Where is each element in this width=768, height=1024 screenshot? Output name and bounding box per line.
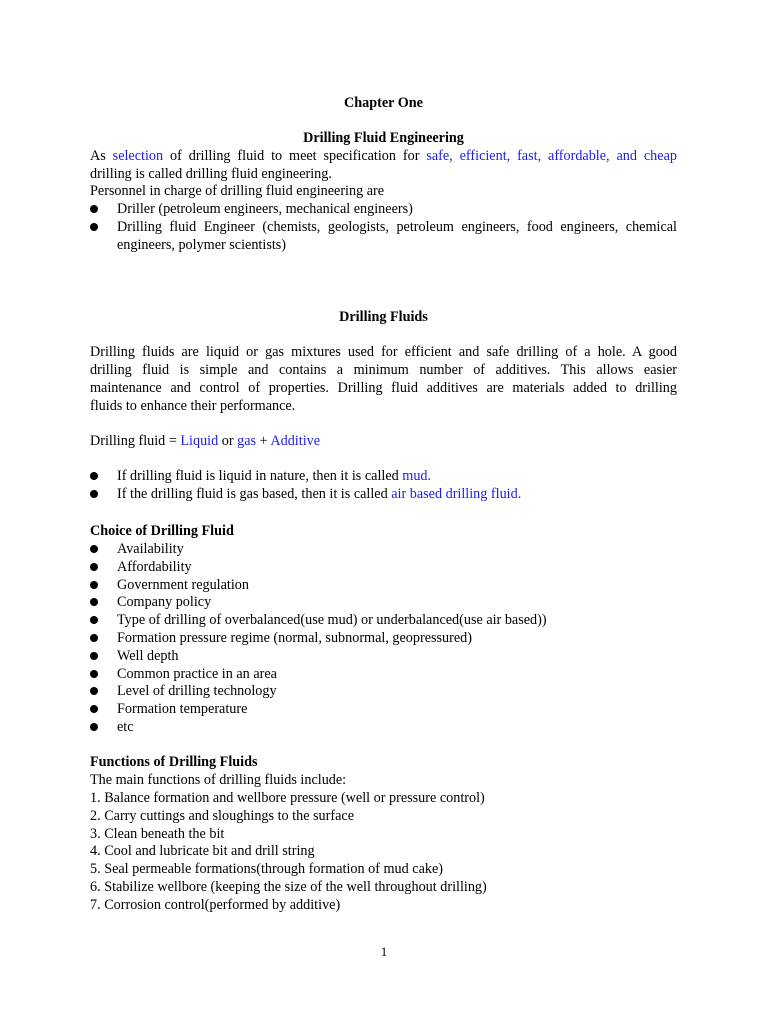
bullet-icon xyxy=(90,472,98,480)
bullet-icon xyxy=(90,634,98,642)
paragraph-line: fluids to enhance their performance. xyxy=(90,398,296,414)
bullet-icon xyxy=(90,723,98,731)
choice-item: Well depth xyxy=(117,647,179,664)
function-item: 5. Seal permeable formations(through formation of mud cake) xyxy=(90,861,443,878)
bullet-text: Drilling fluid Engineer (chemists, geologists, petroleum engineers, food engineers, chemical xyxy=(117,219,677,235)
section-heading-drilling-fluid-engineering: Drilling Fluid Engineering xyxy=(303,130,464,146)
paragraph-line: Personnel in charge of drilling fluid engineering are xyxy=(90,183,385,199)
chapter-title: Chapter One xyxy=(344,95,423,111)
choice-item: Formation temperature xyxy=(117,701,248,718)
choice-item: Availability xyxy=(117,541,184,557)
paragraph-line: Drilling fluids are liquid or gas mixtures used for efficient and safe drilling of a hole. A good xyxy=(90,344,677,360)
bullet-text: If the drilling fluid is gas based, then it is called air based drilling fluid. xyxy=(117,486,522,502)
page-number: 1 xyxy=(380,944,388,959)
bullet-icon xyxy=(90,705,98,713)
bullet-icon xyxy=(90,652,98,660)
paragraph-line: drilling is called drilling fluid engineering. xyxy=(90,166,332,182)
bullet-icon xyxy=(90,670,98,678)
bullet-icon xyxy=(90,616,98,624)
choice-item: Company policy xyxy=(117,594,212,611)
equation-line: Drilling fluid = Liquid or gas + Additive xyxy=(90,433,321,449)
function-item: 3. Clean beneath the bit xyxy=(90,825,225,842)
function-item: 4. Cool and lubricate bit and drill string xyxy=(90,843,315,860)
choice-item: Government regulation xyxy=(117,576,249,593)
bullet-icon xyxy=(90,581,98,589)
choice-item: Level of drilling technology xyxy=(117,683,277,700)
functions-intro: The main functions of drilling fluids include: xyxy=(90,772,347,788)
bullet-icon xyxy=(90,490,98,498)
paragraph-line: As selection of drilling fluid to meet specification for safe, efficient, fast, affordable, and cheap xyxy=(90,148,677,164)
bullet-text: If drilling fluid is liquid in nature, then it is called mud. xyxy=(117,468,432,484)
choice-item: Formation pressure regime (normal, subnormal, geopressured) xyxy=(117,630,472,646)
bullet-text: Driller (petroleum engineers, mechanical engineers) xyxy=(117,201,413,217)
bullet-icon xyxy=(90,223,98,231)
choice-item: Common practice in an area xyxy=(117,665,277,682)
bullet-text-continuation: engineers, polymer scientists) xyxy=(117,237,287,253)
bullet-icon xyxy=(90,545,98,553)
paragraph-line: drilling fluid is simple and contains a minimum number of additives. This allows easier xyxy=(90,362,677,378)
choice-item: Affordability xyxy=(117,558,192,575)
bullet-icon xyxy=(90,205,98,213)
function-item: 7. Corrosion control(performed by additive) xyxy=(90,896,341,913)
section-heading-choice-of-drilling-fluid: Choice of Drilling Fluid xyxy=(90,523,234,539)
function-item: 6. Stabilize wellbore (keeping the size of the well throughout drilling) xyxy=(90,879,487,895)
function-item: 2. Carry cuttings and sloughings to the surface xyxy=(90,807,354,824)
bullet-icon xyxy=(90,687,98,695)
bullet-icon xyxy=(90,598,98,606)
section-heading-functions: Functions of Drilling Fluids xyxy=(90,754,258,770)
choice-item: etc xyxy=(117,719,134,735)
choice-item: Type of drilling of overbalanced(use mud) or underbalanced(use air based)) xyxy=(117,612,547,629)
section-heading-drilling-fluids: Drilling Fluids xyxy=(339,309,428,325)
paragraph-line: maintenance and control of properties. Drilling fluid additives are materials added to drilling xyxy=(90,380,677,396)
bullet-icon xyxy=(90,563,98,571)
function-item: 1. Balance formation and wellbore pressure (well or pressure control) xyxy=(90,790,485,806)
